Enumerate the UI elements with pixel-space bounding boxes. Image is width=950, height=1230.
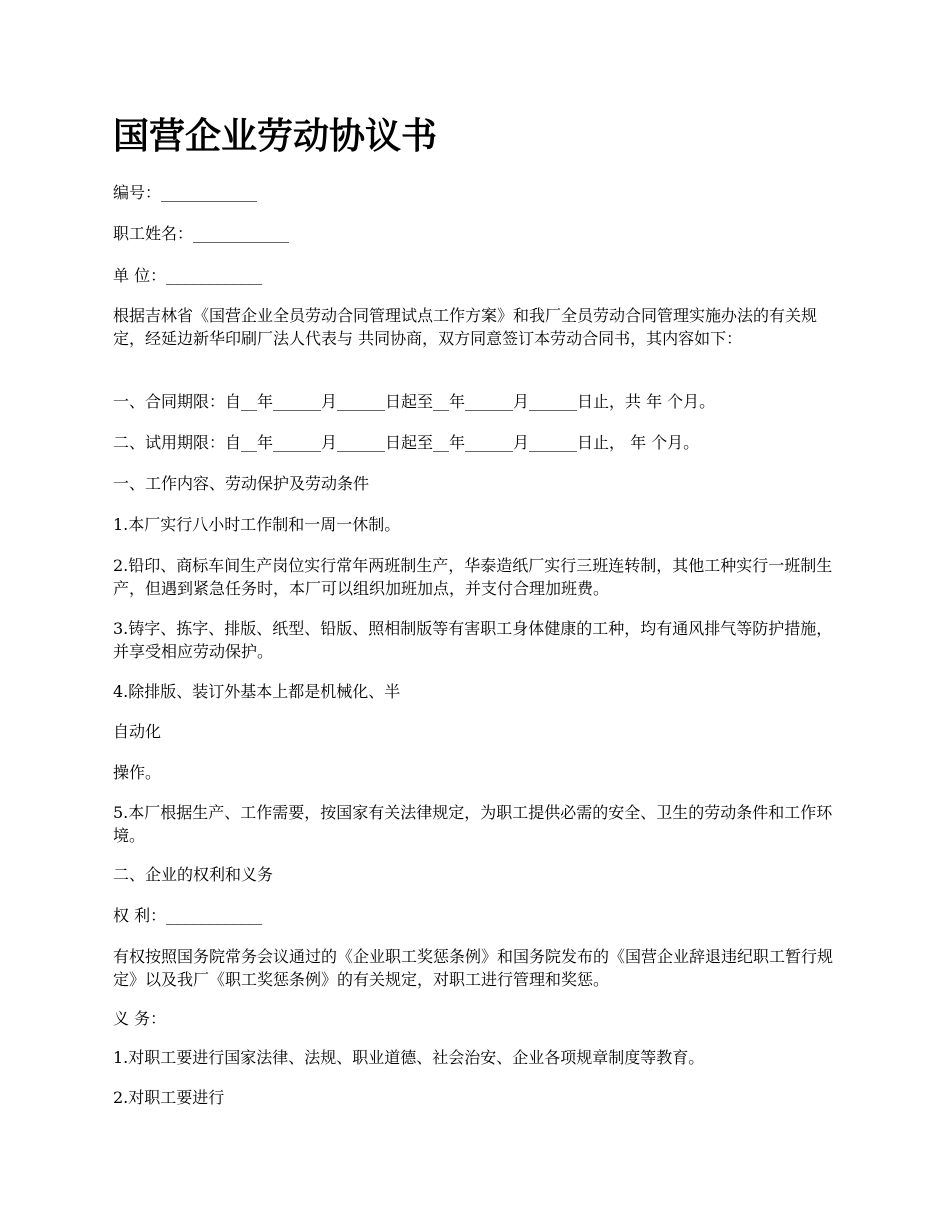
duty-item-1: 1.对职工要进行国家法律、法规、职业道德、社会治安、企业各项规章制度等教育。	[113, 1048, 705, 1067]
section-heading-enterprise: 二、企业的权利和义务	[113, 865, 274, 884]
probation-term-line: 二、试用期限：自__年______月______日起至__年______月______日止， 年 个月。	[113, 433, 700, 452]
contract-term-line: 一、合同期限：自__年______月______日起至__年______月______日止，共 年 个月。	[113, 392, 716, 411]
work-item-4-end: 操作。	[113, 763, 162, 782]
rights-label: 权 利：____________	[113, 906, 263, 925]
work-item-2: 2.铅印、商标车间生产岗位实行常年两班制生产，华泰造纸厂实行三班连转制，其他工种实行一班制生产，但遇到紧急任务时，本厂可以组织加班加点，并支付合理加班费。	[113, 556, 833, 598]
work-item-4-continued: 自动化	[113, 722, 162, 741]
work-item-3: 3.铸字、拣字、排版、纸型、铅版、照相制版等有害职工身体健康的工种，均有通风排气等防护措施，并享受相应劳动保护。	[113, 619, 833, 661]
rights-paragraph: 有权按照国务院常务会议通过的《企业职工奖惩条例》和国务院发布的《国营企业辞退违纪职工暂行规定》以及我厂《职工奖惩条例》的有关规定，对职工进行管理和奖惩。	[113, 947, 834, 989]
work-item-5: 5.本厂根据生产、工作需要，按国家有关法律规定，为职工提供必需的安全、卫生的劳动条件和工作环境。	[113, 803, 833, 845]
work-item-4: 4.除排版、装订外基本上都是机械化、半	[113, 682, 401, 701]
work-item-1: 1.本厂实行八小时工作制和一周一休制。	[113, 515, 401, 534]
field-employee-name: 职工姓名：____________	[113, 224, 290, 243]
duty-item-2: 2.对职工要进行	[113, 1088, 225, 1107]
duties-label: 义 务：	[113, 1009, 167, 1028]
document-title: 国营企业劳动协议书	[113, 115, 438, 157]
intro-paragraph: 根据吉林省《国营企业全员劳动合同管理试点工作方案》和我厂全员劳动合同管理实施办法的有关规定，经延边新华印刷厂法人代表与 共同协商，双方同意签订本劳动合同书，其内容如下：	[113, 306, 818, 348]
field-unit: 单 位：____________	[113, 266, 263, 285]
section-heading-work: 一、工作内容、劳动保护及劳动条件	[113, 474, 370, 493]
field-serial-number: 编号：____________	[113, 183, 258, 202]
